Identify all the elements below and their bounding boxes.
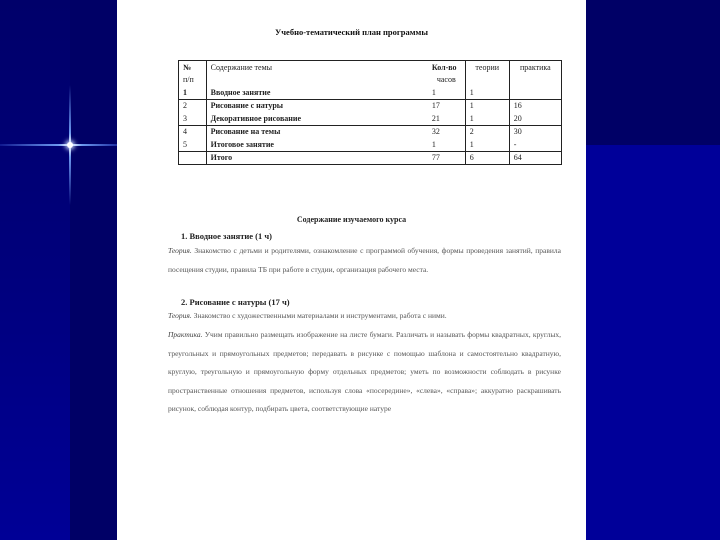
table-row: [179, 112, 562, 125]
theory-text: Знакомство с детьми и родителями, ознакомление с программой обучения, формы проведения занятий, правила посещения студии, правила ТБ при работе в студии, организация рабочего места.: [168, 246, 561, 274]
row-practice: 16: [509, 99, 561, 112]
practice-text: Учим правильно размещать изображение на листе бумаги. Различать и называть формы квадратных, круглых, треугольных и прямоугольных предметов; передавать в рисунке с помощью шаблона и самостоятельно квадратную, круглую, треугольную и прямоугольную форму отдельных предметов; уметь по возможности соблюдать в рисунке пространственные отношения предметов, используя слова «посередине», «слева», «справа»; аккуратно раскрашивать рисунок, соблюдая контур, подбирать цвета, соответствующие натуре: [168, 330, 561, 413]
theory-label: Теория.: [168, 311, 192, 320]
header-practice: практика: [520, 62, 551, 72]
row-hours: 1: [428, 86, 465, 99]
header-num: №: [179, 61, 207, 74]
background-left-stripe: [70, 0, 117, 540]
row-theory: 1: [465, 99, 509, 112]
header-theory-2: [465, 74, 509, 87]
row-hours: 1: [428, 138, 465, 151]
total-practice: 64: [509, 151, 561, 165]
background-right-top: [586, 0, 720, 145]
topic-2-practice: [168, 326, 561, 419]
table-header-row: [179, 61, 562, 74]
row-theory: 1: [465, 112, 509, 125]
row-practice: 30: [509, 125, 561, 138]
row-hours: 32: [428, 125, 465, 138]
table-header-row-2: [179, 74, 562, 87]
header-topic: Содержание темы: [210, 62, 273, 72]
topic-1-theory: [168, 242, 561, 279]
row-topic: Вводное занятие: [210, 87, 271, 97]
total-num: [179, 151, 207, 165]
row-topic: Итоговое занятие: [210, 139, 274, 149]
header-hours-2: часов: [428, 74, 465, 87]
total-hours: 77: [428, 151, 465, 165]
row-num: 2: [179, 99, 207, 112]
table-row: [179, 138, 562, 151]
row-practice: 20: [513, 113, 522, 123]
header-theory: теории: [465, 61, 509, 74]
row-num: 4: [179, 125, 207, 138]
document-page: [117, 0, 586, 540]
row-topic: Рисование на темы: [206, 125, 428, 138]
table-row: [179, 86, 562, 99]
table-row: [179, 125, 562, 138]
document-title: Учебно-тематический план программы: [275, 27, 428, 37]
total-theory: 6: [465, 151, 509, 165]
row-num: 1: [179, 86, 207, 99]
table-row: [179, 99, 562, 112]
star-core: [67, 142, 73, 148]
row-topic: Рисование с натуры: [206, 99, 428, 112]
total-label: Итого: [206, 151, 428, 165]
topic-1-heading: 1. Вводное занятие (1 ч): [181, 231, 273, 241]
theory-text: Знакомство с художественными материалами и инструментами, работа с ними.: [191, 311, 447, 320]
header-hours: Кол-во: [428, 61, 465, 74]
row-hours: 21: [428, 112, 465, 125]
row-num: 3: [179, 112, 207, 125]
row-theory: 1: [465, 86, 509, 99]
header-practice-2: [509, 74, 561, 87]
theory-label: Теория.: [168, 246, 192, 255]
row-topic: Декоративное рисование: [210, 113, 302, 123]
table-total-row: [179, 151, 562, 165]
row-theory: 1: [465, 138, 509, 151]
header-num-2: п/п: [179, 74, 207, 87]
star-horizontal-ray: [0, 144, 117, 146]
practice-label: Практика.: [168, 330, 203, 339]
topic-2-heading: 2. Рисование с натуры (17 ч): [181, 297, 290, 307]
background-right-bottom: [586, 145, 720, 540]
row-practice: [509, 86, 561, 99]
topic-2-theory: [168, 307, 561, 326]
row-practice: -: [513, 139, 517, 149]
section-title: Содержание изучаемого курса: [296, 215, 407, 224]
row-theory: 2: [465, 125, 509, 138]
curriculum-table: [178, 60, 562, 165]
row-num: 5: [179, 138, 207, 151]
header-topic-2: [206, 74, 428, 87]
row-hours: 17: [428, 99, 465, 112]
